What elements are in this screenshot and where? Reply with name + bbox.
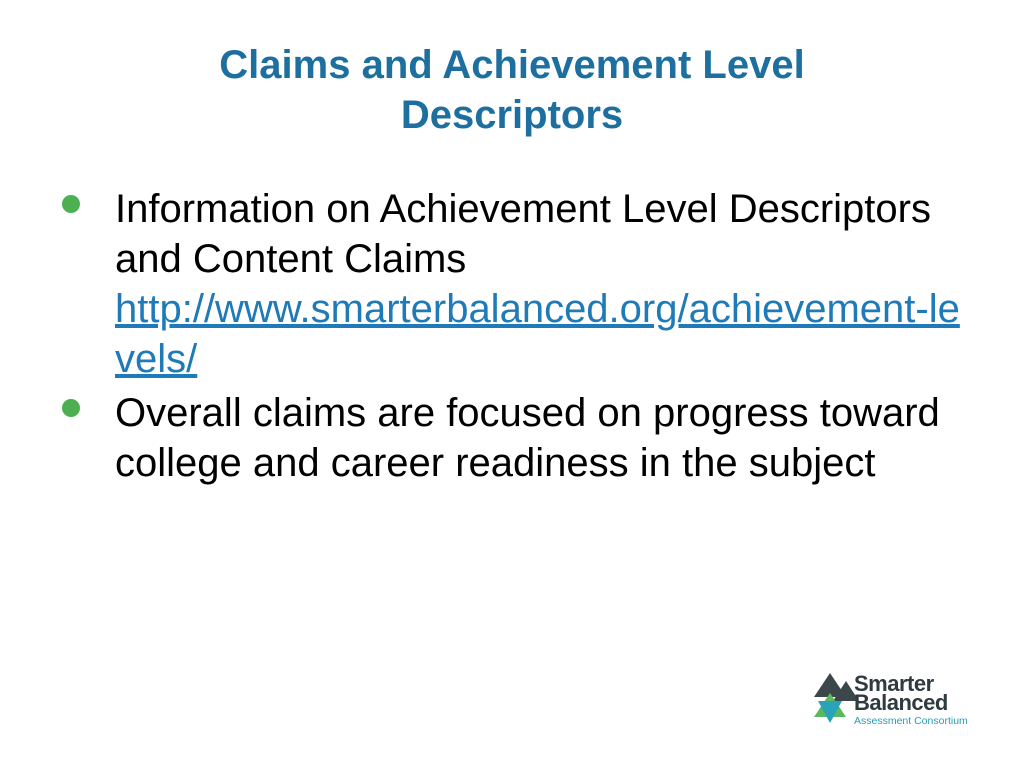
bullet-list <box>62 184 962 492</box>
achievement-levels-link[interactable]: http://www.smarterbalanced.org/achievement-levels/ <box>115 287 960 381</box>
bullet-dot-icon <box>62 195 80 213</box>
title-line-2: Descriptors <box>400 93 624 137</box>
title-line-1: Claims and Achievement Level <box>219 43 805 87</box>
bullet-text-1: Information on Achievement Level Descriptors and Content Claims <box>115 187 931 281</box>
smarter-balanced-logo <box>812 671 982 729</box>
bullet-item-1 <box>62 184 962 384</box>
logo-word-smarter: Smarter <box>854 671 934 696</box>
bullet-text-2: Overall claims are focused on progress toward college and career readiness in the subject <box>115 391 940 485</box>
slide-title <box>112 40 912 140</box>
bullet-item-2 <box>62 388 962 488</box>
logo-tagline: Assessment Consortium <box>854 715 968 727</box>
bullet-dot-icon <box>62 399 80 417</box>
logo-triangles-icon <box>812 671 860 725</box>
logo-word-balanced: Balanced <box>854 690 948 715</box>
